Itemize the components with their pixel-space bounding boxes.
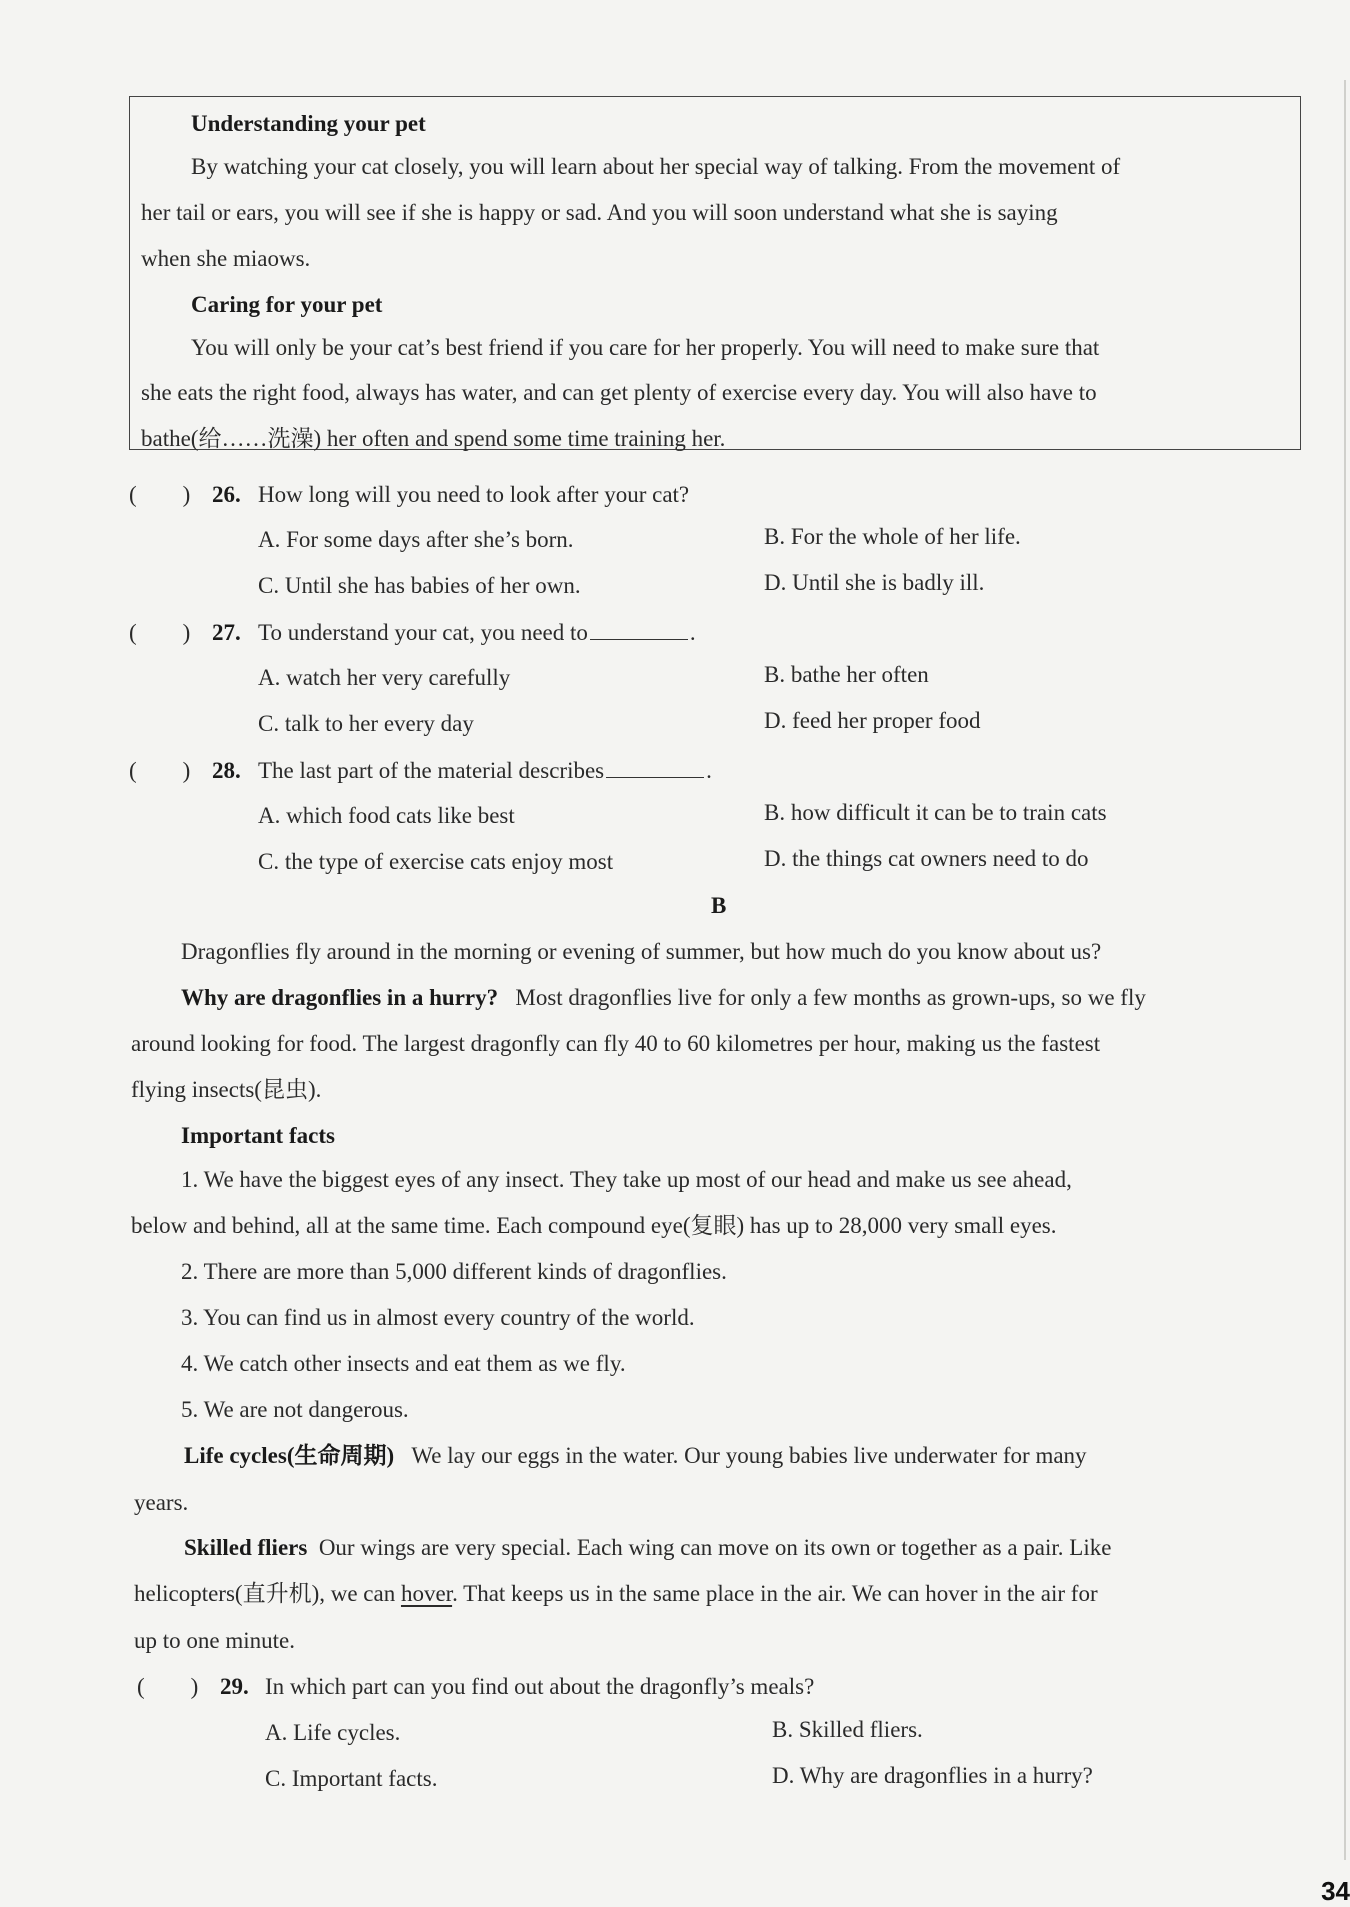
why-text-1: Most dragonflies live for only a few months as grown-ups, so we fly — [515, 985, 1146, 1010]
passage-b-life-line2: years. — [134, 1490, 189, 1515]
fact-2: 2. There are more than 5,000 different kinds of dragonflies. — [181, 1259, 727, 1284]
q29-option-c: C. Important facts. — [265, 1766, 438, 1791]
q27-stem-end: . — [689, 620, 696, 645]
q29-option-b: B. Skilled fliers. — [772, 1717, 923, 1742]
q28-answer-paren[interactable]: ( ) — [129, 758, 191, 783]
passage-b-skill-line3: up to one minute. — [134, 1628, 295, 1653]
q28-stem-line — [258, 759, 712, 782]
passage-a-p2-line3: bathe(给……洗澡) her often and spend some time training her. — [141, 426, 726, 451]
q28-option-b: B. how difficult it can be to train cats — [764, 800, 1107, 825]
passage-b-intro: Dragonflies fly around in the morning or evening of summer, but how much do you know about us? — [181, 939, 1102, 964]
page-edge-shadow — [1344, 80, 1346, 1860]
passage-a-p2-line1: You will only be your cat’s best friend if you care for her properly. You will need to make sure that — [191, 335, 1100, 360]
passage-a-p1-line2: her tail or ears, you will see if she is happy or sad. And you will soon understand what she is saying — [141, 200, 1058, 225]
heading-important-facts: Important facts — [181, 1123, 335, 1148]
q28-blank[interactable] — [606, 759, 704, 778]
passage-a-p1-line1: By watching your cat closely, you will learn about her special way of talking. From the movement of — [191, 154, 1121, 179]
q29-number: 29. — [220, 1674, 249, 1699]
heading-life-cycles: Life cycles(生命周期) — [184, 1443, 395, 1468]
heading-caring: Caring for your pet — [191, 292, 383, 317]
fact-4: 4. We catch other insects and eat them as we fly. — [181, 1351, 626, 1376]
q27-number: 27. — [212, 620, 241, 645]
page-number: 34 — [1321, 1876, 1350, 1906]
q27-option-d: D. feed her proper food — [764, 708, 981, 733]
q26-option-a: A. For some days after she’s born. — [258, 527, 574, 552]
q28-option-a: A. which food cats like best — [258, 803, 515, 828]
q29-option-a: A. Life cycles. — [265, 1720, 401, 1745]
q29-option-d: D. Why are dragonflies in a hurry? — [772, 1763, 1093, 1788]
passage-a-p1-line3: when she miaows. — [141, 246, 311, 271]
q27-option-b: B. bathe her often — [764, 662, 929, 687]
q28-stem-end: . — [706, 758, 712, 783]
q27-option-c: C. talk to her every day — [258, 711, 474, 736]
skill-text-2b: . That keeps us in the same place in the air. We can hover in the air for — [452, 1581, 1098, 1606]
q27-option-a: A. watch her very carefully — [258, 665, 511, 690]
q28-stem: The last part of the material describes — [258, 758, 605, 783]
fact-3: 3. You can find us in almost every country of the world. — [181, 1305, 695, 1330]
q27-stem-line — [258, 621, 696, 644]
skill-text-1: Our wings are very special. Each wing can move on its own or together as a pair. Like — [318, 1535, 1112, 1560]
q29-answer-paren[interactable]: ( ) — [137, 1674, 199, 1699]
heading-skilled-fliers: Skilled fliers — [184, 1535, 308, 1560]
heading-understanding: Understanding your pet — [191, 111, 426, 136]
q28-option-c: C. the type of exercise cats enjoy most — [258, 849, 614, 874]
word-hover: hover — [400, 1581, 453, 1606]
life-text-1: We lay our eggs in the water. Our young babies live underwater for many — [411, 1443, 1087, 1468]
fact-1-line1: 1. We have the biggest eyes of any insect. They take up most of our head and make us see ahead, — [181, 1167, 1072, 1192]
passage-b-skill-line2 — [134, 1582, 1098, 1605]
q26-answer-paren[interactable]: ( ) — [129, 482, 191, 507]
q26-option-c: C. Until she has babies of her own. — [258, 573, 581, 598]
heading-why-hurry: Why are dragonflies in a hurry? — [181, 985, 499, 1010]
q26-stem: How long will you need to look after your cat? — [258, 482, 690, 507]
passage-b-why-line2: around looking for food. The largest dragonfly can fly 40 to 60 kilometres per hour, making us the fastest — [131, 1031, 1101, 1056]
q27-stem: To understand your cat, you need to — [258, 620, 588, 645]
q26-option-b: B. For the whole of her life. — [764, 524, 1021, 549]
fact-5: 5. We are not dangerous. — [181, 1397, 409, 1422]
passage-a-p2-line2: she eats the right food, always has water, and can get plenty of exercise every day. You will also have to — [141, 380, 1097, 405]
q27-blank[interactable] — [590, 621, 688, 640]
q27-answer-paren[interactable]: ( ) — [129, 620, 191, 645]
passage-b-life-line1 — [184, 1444, 1087, 1467]
section-b-label: B — [711, 893, 727, 918]
skill-text-2a: helicopters(直升机), we can — [134, 1581, 396, 1606]
q26-number: 26. — [212, 482, 241, 507]
q26-option-d: D. Until she is badly ill. — [764, 570, 985, 595]
passage-b-why-line3: flying insects(昆虫). — [131, 1077, 322, 1102]
passage-b-skill-line1 — [184, 1536, 1111, 1559]
q28-option-d: D. the things cat owners need to do — [764, 846, 1089, 871]
q28-number: 28. — [212, 758, 241, 783]
fact-1-line2: below and behind, all at the same time. Each compound eye(复眼) has up to 28,000 very small eyes. — [131, 1213, 1057, 1238]
passage-b-why-line1 — [181, 986, 1146, 1009]
q29-stem: In which part can you find out about the dragonfly’s meals? — [265, 1674, 815, 1699]
